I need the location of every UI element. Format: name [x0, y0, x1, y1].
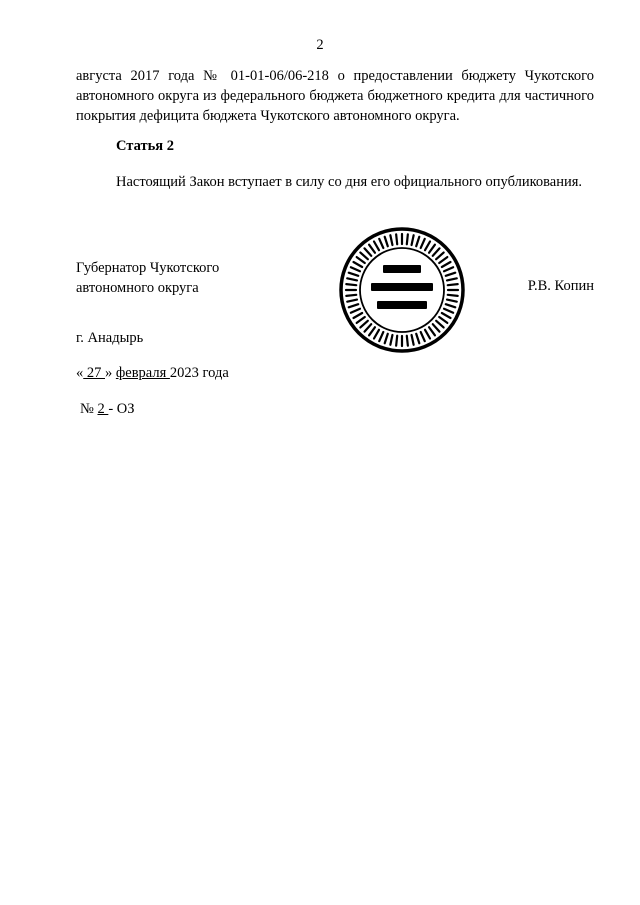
- seal-ring-letter-mark: [439, 257, 447, 263]
- seal-ring-letter-mark: [360, 321, 367, 328]
- date-month: февраля: [115, 365, 170, 381]
- seal-ring-letter-mark: [439, 317, 447, 323]
- signatory-title-line1: Губернатор Чукотского: [76, 260, 220, 276]
- seal-ring-letter-mark: [351, 267, 360, 271]
- seal-ring-letter-mark: [354, 313, 363, 318]
- seal-ring-letter-mark: [369, 327, 375, 335]
- signing-date: [76, 363, 229, 383]
- seal-ring-letter-mark: [357, 317, 365, 323]
- seal-ring-letter-mark: [346, 295, 356, 296]
- signatory-title-line2: автономного округа: [76, 280, 199, 296]
- seal-ring-letter-mark: [385, 334, 388, 344]
- seal-ring-letter-mark: [412, 335, 414, 345]
- seal-ring-letter-mark: [442, 313, 451, 318]
- seal-ring-letter-mark: [447, 300, 457, 302]
- seal-ring-letter-mark: [448, 284, 458, 285]
- seal-ring-letter-mark: [357, 257, 365, 263]
- seal-ring-letter-mark: [433, 324, 440, 331]
- seal-ring-letter-mark: [379, 332, 383, 341]
- seal-ring-letter-mark: [429, 327, 435, 335]
- date-close-quote: »: [105, 365, 113, 381]
- seal-ring-letter-mark: [407, 336, 408, 346]
- seal-ring-letter-mark: [349, 273, 359, 276]
- seal-ring-letter-mark: [425, 242, 430, 251]
- seal-ring-letter-mark: [436, 321, 443, 328]
- seal-ring-letter-mark: [347, 278, 357, 280]
- seal-ring-letter-mark: [390, 235, 392, 245]
- seal-ring-letter-mark: [436, 253, 443, 260]
- seal-ring-letter-mark: [447, 278, 457, 280]
- seal-ring-letter-mark: [396, 234, 397, 244]
- seal-ring-letter-mark: [396, 336, 397, 346]
- seal-ring-letter-mark: [354, 262, 363, 267]
- signatory-title: [76, 258, 219, 298]
- seal-ring-letter-mark: [360, 253, 367, 260]
- law-number: [80, 399, 135, 419]
- law-number-suffix: - ОЗ: [108, 401, 135, 417]
- seal-ring-letter-mark: [412, 235, 414, 245]
- page-number: 2: [316, 37, 324, 53]
- seal-ring-letter-mark: [374, 242, 379, 251]
- seal-ring-letter-mark: [416, 237, 419, 247]
- seal-ring-letter-mark: [444, 267, 453, 271]
- date-year: 2023 года: [169, 365, 229, 381]
- law-number-value: 2: [97, 401, 109, 417]
- paragraph-continuation: августа 2017 года № 01-01-06/06-218 о предоставлении бюджету Чукотского автономного округа из федерального бюджета бюджетного кредита для частичного покрытия дефицита бюджета Чукотского автономного округа.: [76, 68, 594, 124]
- seal-ring-letter-mark: [385, 237, 388, 247]
- seal-ring-letter-mark: [425, 330, 430, 339]
- paragraph-effective-date: Настоящий Закон вступает в силу со дня его официального опубликования.: [116, 174, 583, 190]
- seal-ring-letter-mark: [351, 309, 360, 313]
- official-seal-stamp: [337, 225, 467, 355]
- date-open-quote: «: [76, 365, 84, 381]
- city-name: г. Анадырь: [76, 330, 144, 346]
- seal-ring-letter-mark: [379, 239, 383, 248]
- seal-ring-letter-mark: [429, 245, 435, 253]
- date-day: 27: [83, 365, 105, 381]
- seal-ring-letter-mark: [374, 330, 379, 339]
- seal-ring-letter-mark: [416, 334, 419, 344]
- seal-ring-letter-mark: [347, 300, 357, 302]
- seal-ring-letter-mark: [446, 273, 456, 276]
- seal-ring-letter-mark: [421, 332, 425, 341]
- seal-ring-letter-mark: [448, 295, 458, 296]
- seal-ring-letter-mark: [365, 248, 372, 255]
- seal-ring-letter-mark: [390, 335, 392, 345]
- seal-ring-letter-mark: [421, 239, 425, 248]
- article-heading: Статья 2: [116, 138, 174, 154]
- seal-ring-letter-mark: [407, 234, 408, 244]
- signatory-name: Р.В. Копин: [527, 278, 594, 294]
- seal-ring-letter-mark: [349, 304, 359, 307]
- seal-ring-letter-mark: [444, 309, 453, 313]
- seal-ring-letter-mark: [442, 262, 451, 267]
- seal-ring-letter-mark: [433, 248, 440, 255]
- seal-ring-letter-mark: [365, 324, 372, 331]
- law-number-prefix: №: [80, 401, 94, 417]
- seal-ring-letter-mark: [369, 245, 375, 253]
- seal-ring-letter-mark: [346, 284, 356, 285]
- seal-ring-letter-mark: [446, 304, 456, 307]
